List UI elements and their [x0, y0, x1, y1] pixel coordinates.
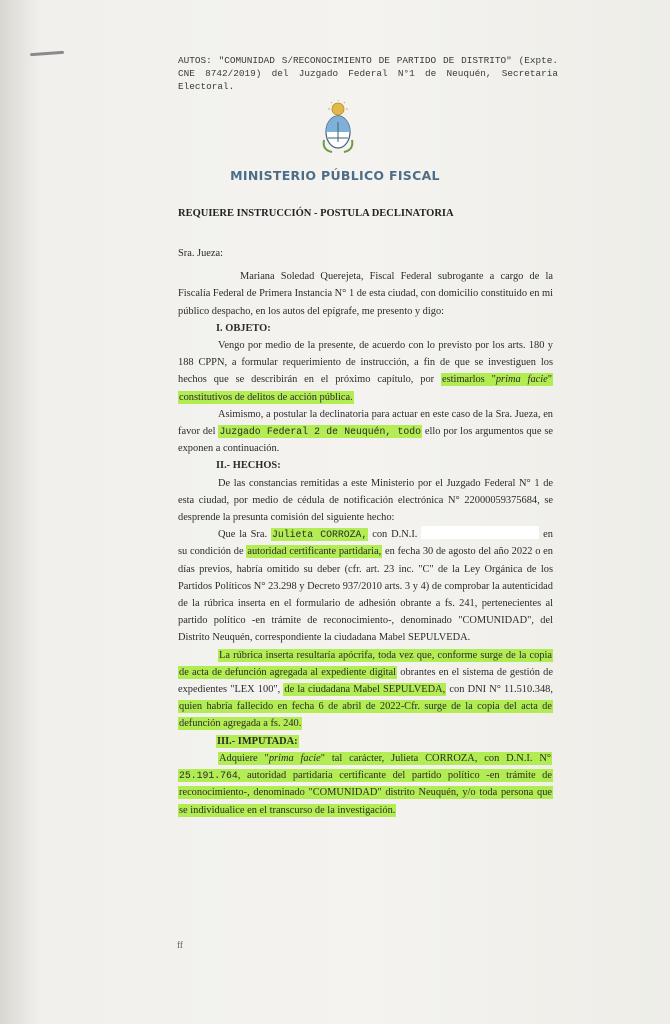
staple-mark: [30, 51, 64, 56]
salutation: Sra. Jueza:: [178, 248, 224, 259]
objeto-paragraph-1: Vengo por medio de la presente, de acuerdo con lo previsto por los arts. 180 y 188 CPPN, a formular requerimiento de instrucción, a fin de que se investiguen los hechos que se describirán en el próximo capítulo, por estimarlos "prima facie" constitutivos de delitos de acción pública.: [178, 340, 553, 403]
objeto-paragraph-2: Asimismo, a postular la declinatoria para actuar en este caso de la Sra. Jueza, en favor del Juzgado Federal 2 de Neuquén, todo ello por los argumentos que se exponen a continuación.: [178, 408, 554, 455]
highlight: autoridad certificante partidaria,: [247, 546, 382, 558]
highlight: La rúbrica inserta resultaría apócrifa, toda vez que, conforme surge de la copia de acta de defunción agregada al expediente digital: [179, 649, 552, 678]
autos-header: AUTOS: "COMUNIDAD S/RECONOCIMIENTO DE PARTIDO DE DISTRITO" (Expte. CNE 8742/2019) del Juzgado Federal N°1 de Neuquén, Secretaria Electoral.: [178, 55, 558, 92]
redaction-box: [421, 526, 539, 539]
document-title: REQUIERE INSTRUCCIÓN - POSTULA DECLINATORIA: [178, 208, 454, 219]
hechos-paragraph-3: La rúbrica inserta resultaría apócrifa, toda vez que, conforme surge de la copia de acta de defunción agregada al expediente digital obrantes en el sistema de gestión de expedientes "LEX 100", de la ciudadana Mabel SEPULVEDA, con DNI N° 11.510.348, quien habría fallecido en fecha 6 de abril de 2022-Cfr. surge de la copia del acta de defunción agregada a fs. 240.: [178, 649, 553, 730]
section-heading-objeto: I. OBJETO:: [216, 322, 271, 334]
highlight: Julieta CORROZA,: [271, 529, 368, 541]
hechos-paragraph-2: Que la Sra. Julieta CORROZA, con D.N.I. en su condición de autoridad certificante partidaria, en fecha 30 de agosto del año 2022 o en días previos, habría omitido su deber (cfr. art. 23 inc. "C" de la Ley Orgánica de los Partidos Políticos N° 23.298 y Decreto 937/2010 arts. 3 y 4) de comprobar la autenticidad de la rúbrica inserta en el formulario de adhesión obrante a fs. 241, pertenecientes al partido político -en trámite de reconocimiento-, denominado "COMUNIDAD", del Distrito Neuquén, correspondiente la ciudadana Mabel SEPULVEDA.: [178, 526, 553, 646]
highlight: de la ciudadana Mabel SEPULVEDA,: [284, 684, 446, 696]
page-mark: ff: [177, 940, 183, 950]
intro-paragraph: Mariana Soledad Querejeta, Fiscal Federal subrogante a cargo de la Fiscalía Federal de Primera Instancia N° 1 de esta ciudad, con domicilio constituido en mi público despacho, en los autos del epígrafe, me presento y digo:: [178, 271, 553, 317]
highlight: III.- IMPUTADA:: [217, 735, 298, 747]
argentina-coat-of-arms-icon: [318, 100, 358, 156]
hechos-paragraph-1: De las constancias remitidas a este Ministerio por el Juzgado Federal N° 1 de esta ciudad, por medio de cédula de notificación electrónica N° 22000059375684, se desprende la presunta comisión del siguiente hecho:: [178, 477, 553, 524]
imputada-paragraph: [178, 750, 553, 819]
highlight: estimarlos "prima facie" constitutivos de delitos de acción pública.: [179, 374, 553, 403]
ministry-title: MINISTERIO PÚBLICO FISCAL: [230, 168, 440, 183]
highlight: quien habría fallecido en fecha 6 de abril de 2022-Cfr. surge de la copia del acta de defunción agregada a fs. 240.: [179, 701, 552, 730]
section-heading-hechos: II.- HECHOS:: [216, 460, 281, 472]
section-heading-imputada: [178, 733, 553, 750]
highlight: Juzgado Federal 2 de Neuquén, todo: [219, 426, 421, 438]
highlight: Adquiere "prima facie" tal carácter, Julieta CORROZA, con D.N.I. N° 25.191.764, autoridad partidaria certificante del partido político -en trámite de reconocimiento-, denominado "COMUNIDAD" distrito Neuquén, y/o toda persona que se individualice en el transcurso de la investigación.: [179, 752, 552, 816]
document-body: [178, 245, 553, 819]
